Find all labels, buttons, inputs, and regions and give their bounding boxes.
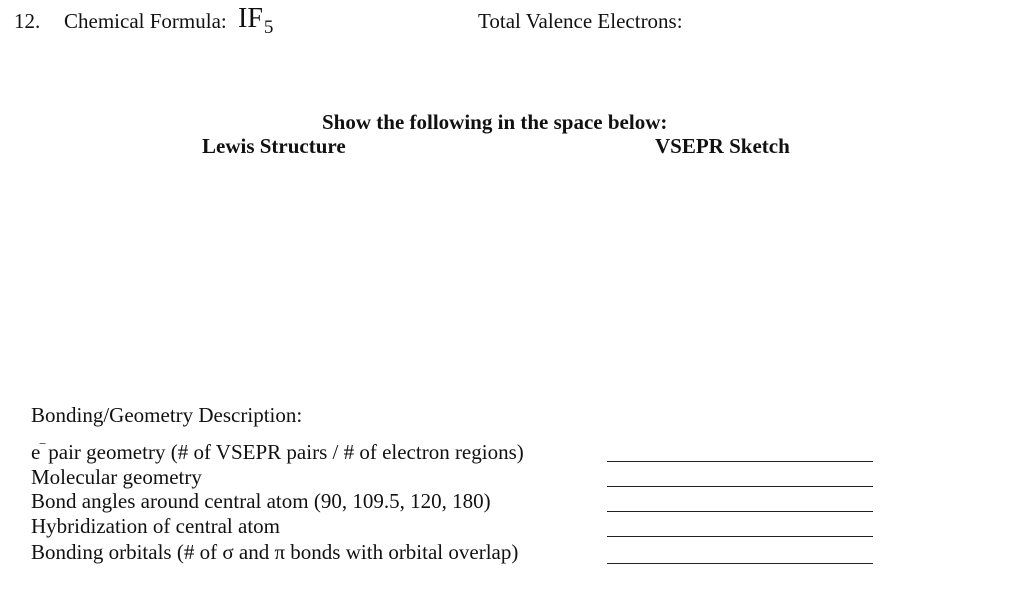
formula-subscript: 5 bbox=[263, 17, 274, 38]
bond-angles-label: Bond angles around central atom (90, 109.5, 120, 180) bbox=[31, 489, 491, 513]
e-pair-geometry-answer-line[interactable] bbox=[607, 461, 873, 462]
chemical-formula bbox=[238, 3, 274, 38]
formula-element: IF bbox=[238, 3, 263, 34]
chemical-formula-label: Chemical Formula: bbox=[64, 9, 227, 33]
molecular-geometry-answer-line[interactable] bbox=[607, 486, 873, 487]
lewis-structure-heading: Lewis Structure bbox=[202, 134, 346, 158]
total-valence-electrons-label: Total Valence Electrons: bbox=[478, 9, 683, 33]
molecular-geometry-label: Molecular geometry bbox=[31, 465, 202, 489]
bonding-orbitals-label: Bonding orbitals (# of σ and π bonds with orbital overlap) bbox=[31, 540, 519, 564]
bond-angles-answer-line[interactable] bbox=[607, 511, 873, 512]
electron-symbol: e − bbox=[31, 436, 47, 464]
question-number: 12. bbox=[14, 9, 41, 33]
hybridization-label: Hybridization of central atom bbox=[31, 514, 280, 538]
vsepr-sketch-heading: VSEPR Sketch bbox=[655, 134, 790, 158]
bonding-geometry-heading: Bonding/Geometry Description: bbox=[31, 403, 303, 427]
hybridization-answer-line[interactable] bbox=[607, 536, 873, 537]
bonding-orbitals-answer-line[interactable] bbox=[607, 563, 873, 564]
instructions-heading: Show the following in the space below: bbox=[322, 110, 668, 134]
e-pair-geometry-label: e − pair geometry (# of VSEPR pairs / # of electron regions) bbox=[31, 436, 524, 464]
